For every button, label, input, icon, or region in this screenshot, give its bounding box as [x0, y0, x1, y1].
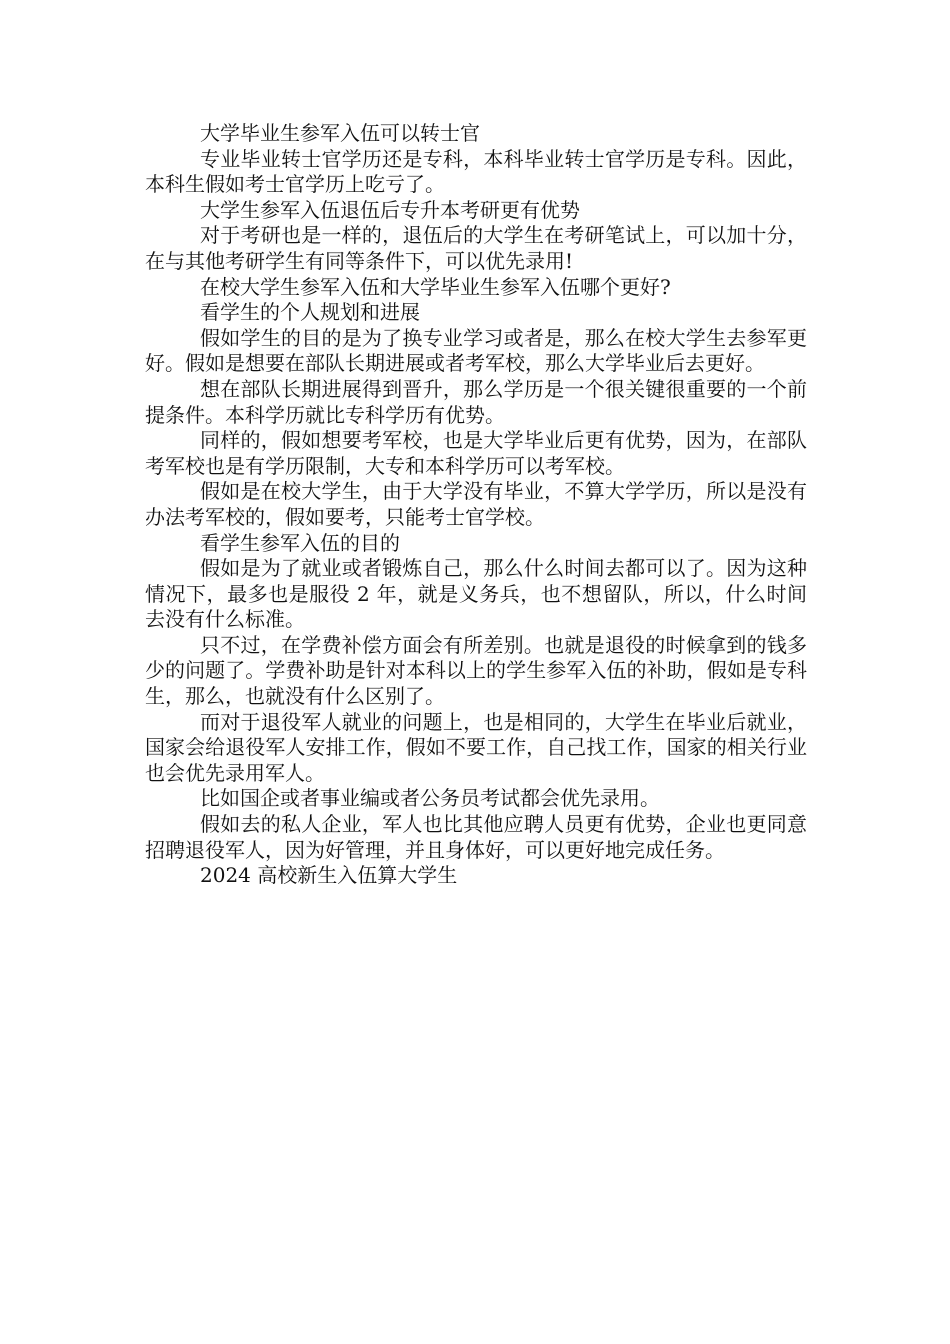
paragraph: 专业毕业转士官学历还是专科，本科毕业转士官学历是专科。因此，本科生假如考士官学历上吃亏了。: [145, 146, 807, 197]
paragraph-heading-6: 2024 高校新生入伍算大学生: [200, 863, 458, 888]
document-body: [145, 121, 807, 889]
paragraph: 想在部队长期进展得到晋升，那么学历是一个很关键很重要的一个前提条件。本科学历就比专科学历有优势。: [145, 376, 807, 427]
paragraph: 假如是为了就业或者锻炼自己，那么什么时间去都可以了。因为这种情况下，最多也是服役 2 年，就是义务兵，也不想留队，所以，什么时间去没有什么标准。: [145, 556, 807, 632]
paragraph: 对于考研也是一样的，退伍后的大学生在考研笔试上，可以加十分，在与其他考研学生有同等条件下，可以优先录用!: [145, 223, 807, 273]
paragraph-heading-3: 在校大学生参军入伍和大学毕业生参军入伍哪个更好?: [200, 274, 671, 299]
paragraph: 同样的，假如想要考军校，也是大学毕业后更有优势，因为，在部队考军校也是有学历限制，大专和本科学历可以考军校。: [145, 428, 807, 478]
paragraph: 假如去的私人企业，军人也比其他应聘人员更有优势，企业也更同意招聘退役军人，因为好管理，并且身体好，可以更好地完成任务。: [145, 812, 807, 862]
paragraph: 假如是在校大学生，由于大学没有毕业，不算大学学历，所以是没有办法考军校的，假如要考，只能考士官学校。: [145, 479, 807, 529]
paragraph-heading-1: 大学毕业生参军入伍可以转士官: [200, 121, 480, 145]
paragraph: 比如国企或者事业编或者公务员考试都会优先录用。: [200, 786, 660, 811]
paragraph: 而对于退役军人就业的问题上，也是相同的，大学生在毕业后就业，国家会给退役军人安排工作，假如不要工作，自己找工作，国家的相关行业也会优先录用军人。: [145, 709, 807, 785]
paragraph: 只不过，在学费补偿方面会有所差别。也就是退役的时候拿到的钱多少的问题了。学费补助是针对本科以上的学生参军入伍的补助，假如是专科生，那么，也就没有什么区别了。: [145, 632, 807, 709]
paragraph-heading-4: 看学生的个人规划和进展: [200, 300, 420, 325]
paragraph: 假如学生的目的是为了换专业学习或者是，那么在校大学生去参军更好。假如是想要在部队长期进展或者考军校，那么大学毕业后去更好。: [145, 325, 807, 376]
paragraph-heading-2: 大学生参军入伍退伍后专升本考研更有优势: [200, 197, 580, 222]
paragraph-heading-5: 看学生参军入伍的目的: [200, 530, 400, 555]
